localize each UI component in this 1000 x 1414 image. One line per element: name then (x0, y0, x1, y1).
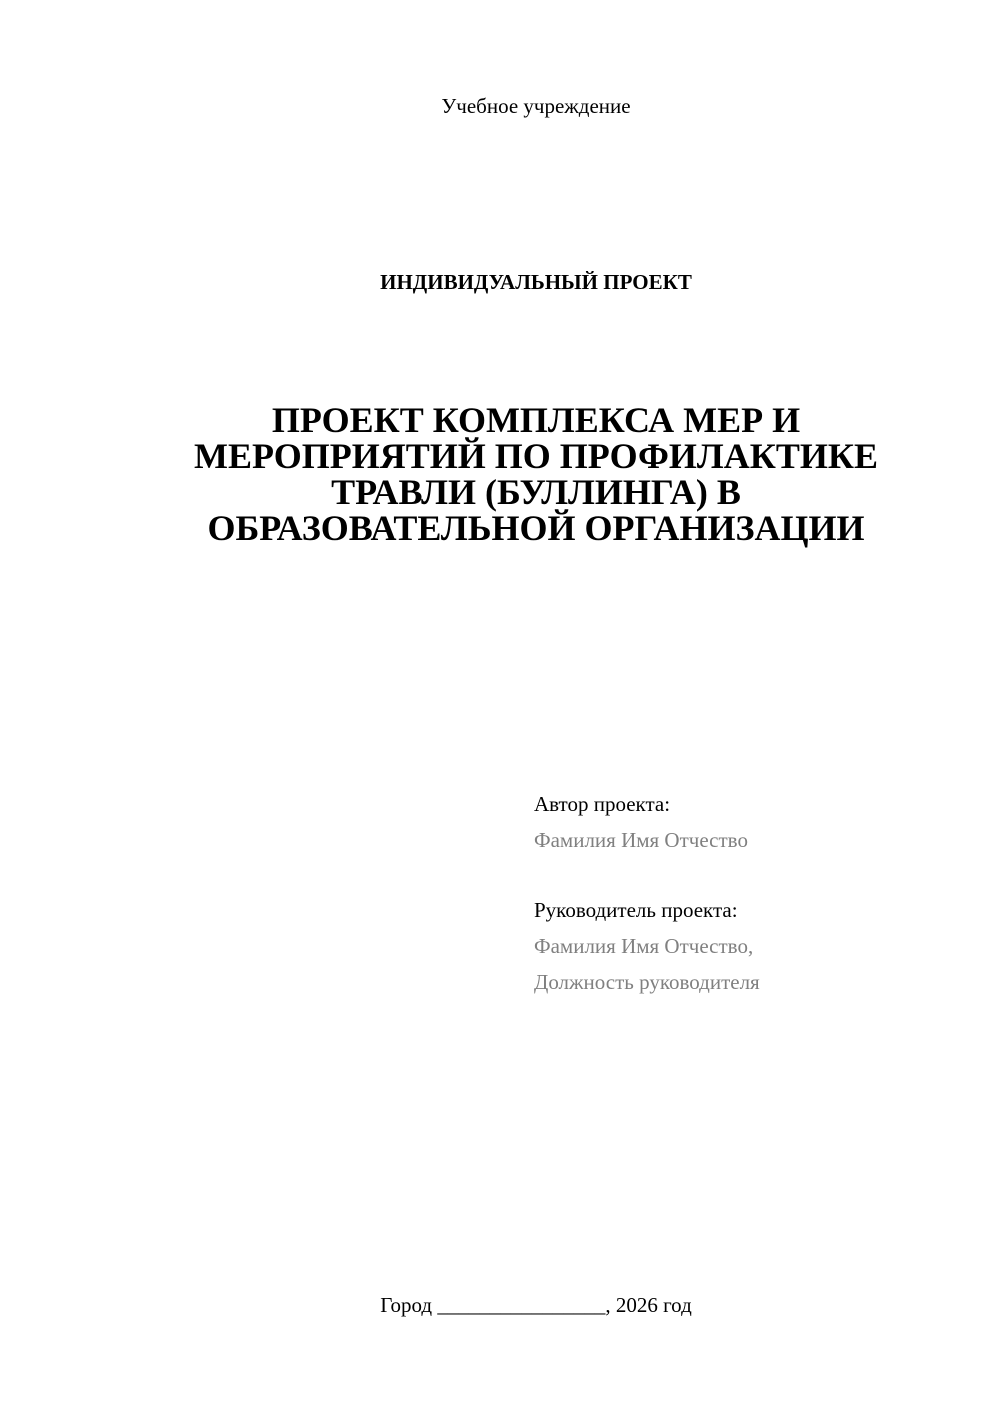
institution-name: Учебное учреждение (441, 94, 631, 118)
project-title-line: ТРАВЛИ (БУЛЛИНГА) В (331, 472, 741, 512)
supervisor-block (534, 892, 974, 1000)
author-label: Автор проекта: (534, 792, 671, 816)
document-type: ИНДИВИДУАЛЬНЫЙ ПРОЕКТ (380, 270, 692, 294)
supervisor-position: Должность руководителя (534, 970, 760, 994)
author-block (534, 786, 974, 858)
project-title (120, 402, 952, 546)
project-title-line: МЕРОПРИЯТИЙ ПО ПРОФИЛАКТИКЕ (194, 436, 878, 476)
supervisor-label: Руководитель проекта: (534, 898, 738, 922)
project-title-line: ОБРАЗОВАТЕЛЬНОЙ ОРГАНИЗАЦИИ (207, 508, 865, 548)
project-title-line: ПРОЕКТ КОМПЛЕКСА МЕР И (271, 400, 801, 440)
author-name: Фамилия Имя Отчество (534, 828, 748, 852)
supervisor-name: Фамилия Имя Отчество, (534, 934, 754, 958)
city-year-line: Город ________________, 2026 год (380, 1293, 692, 1317)
